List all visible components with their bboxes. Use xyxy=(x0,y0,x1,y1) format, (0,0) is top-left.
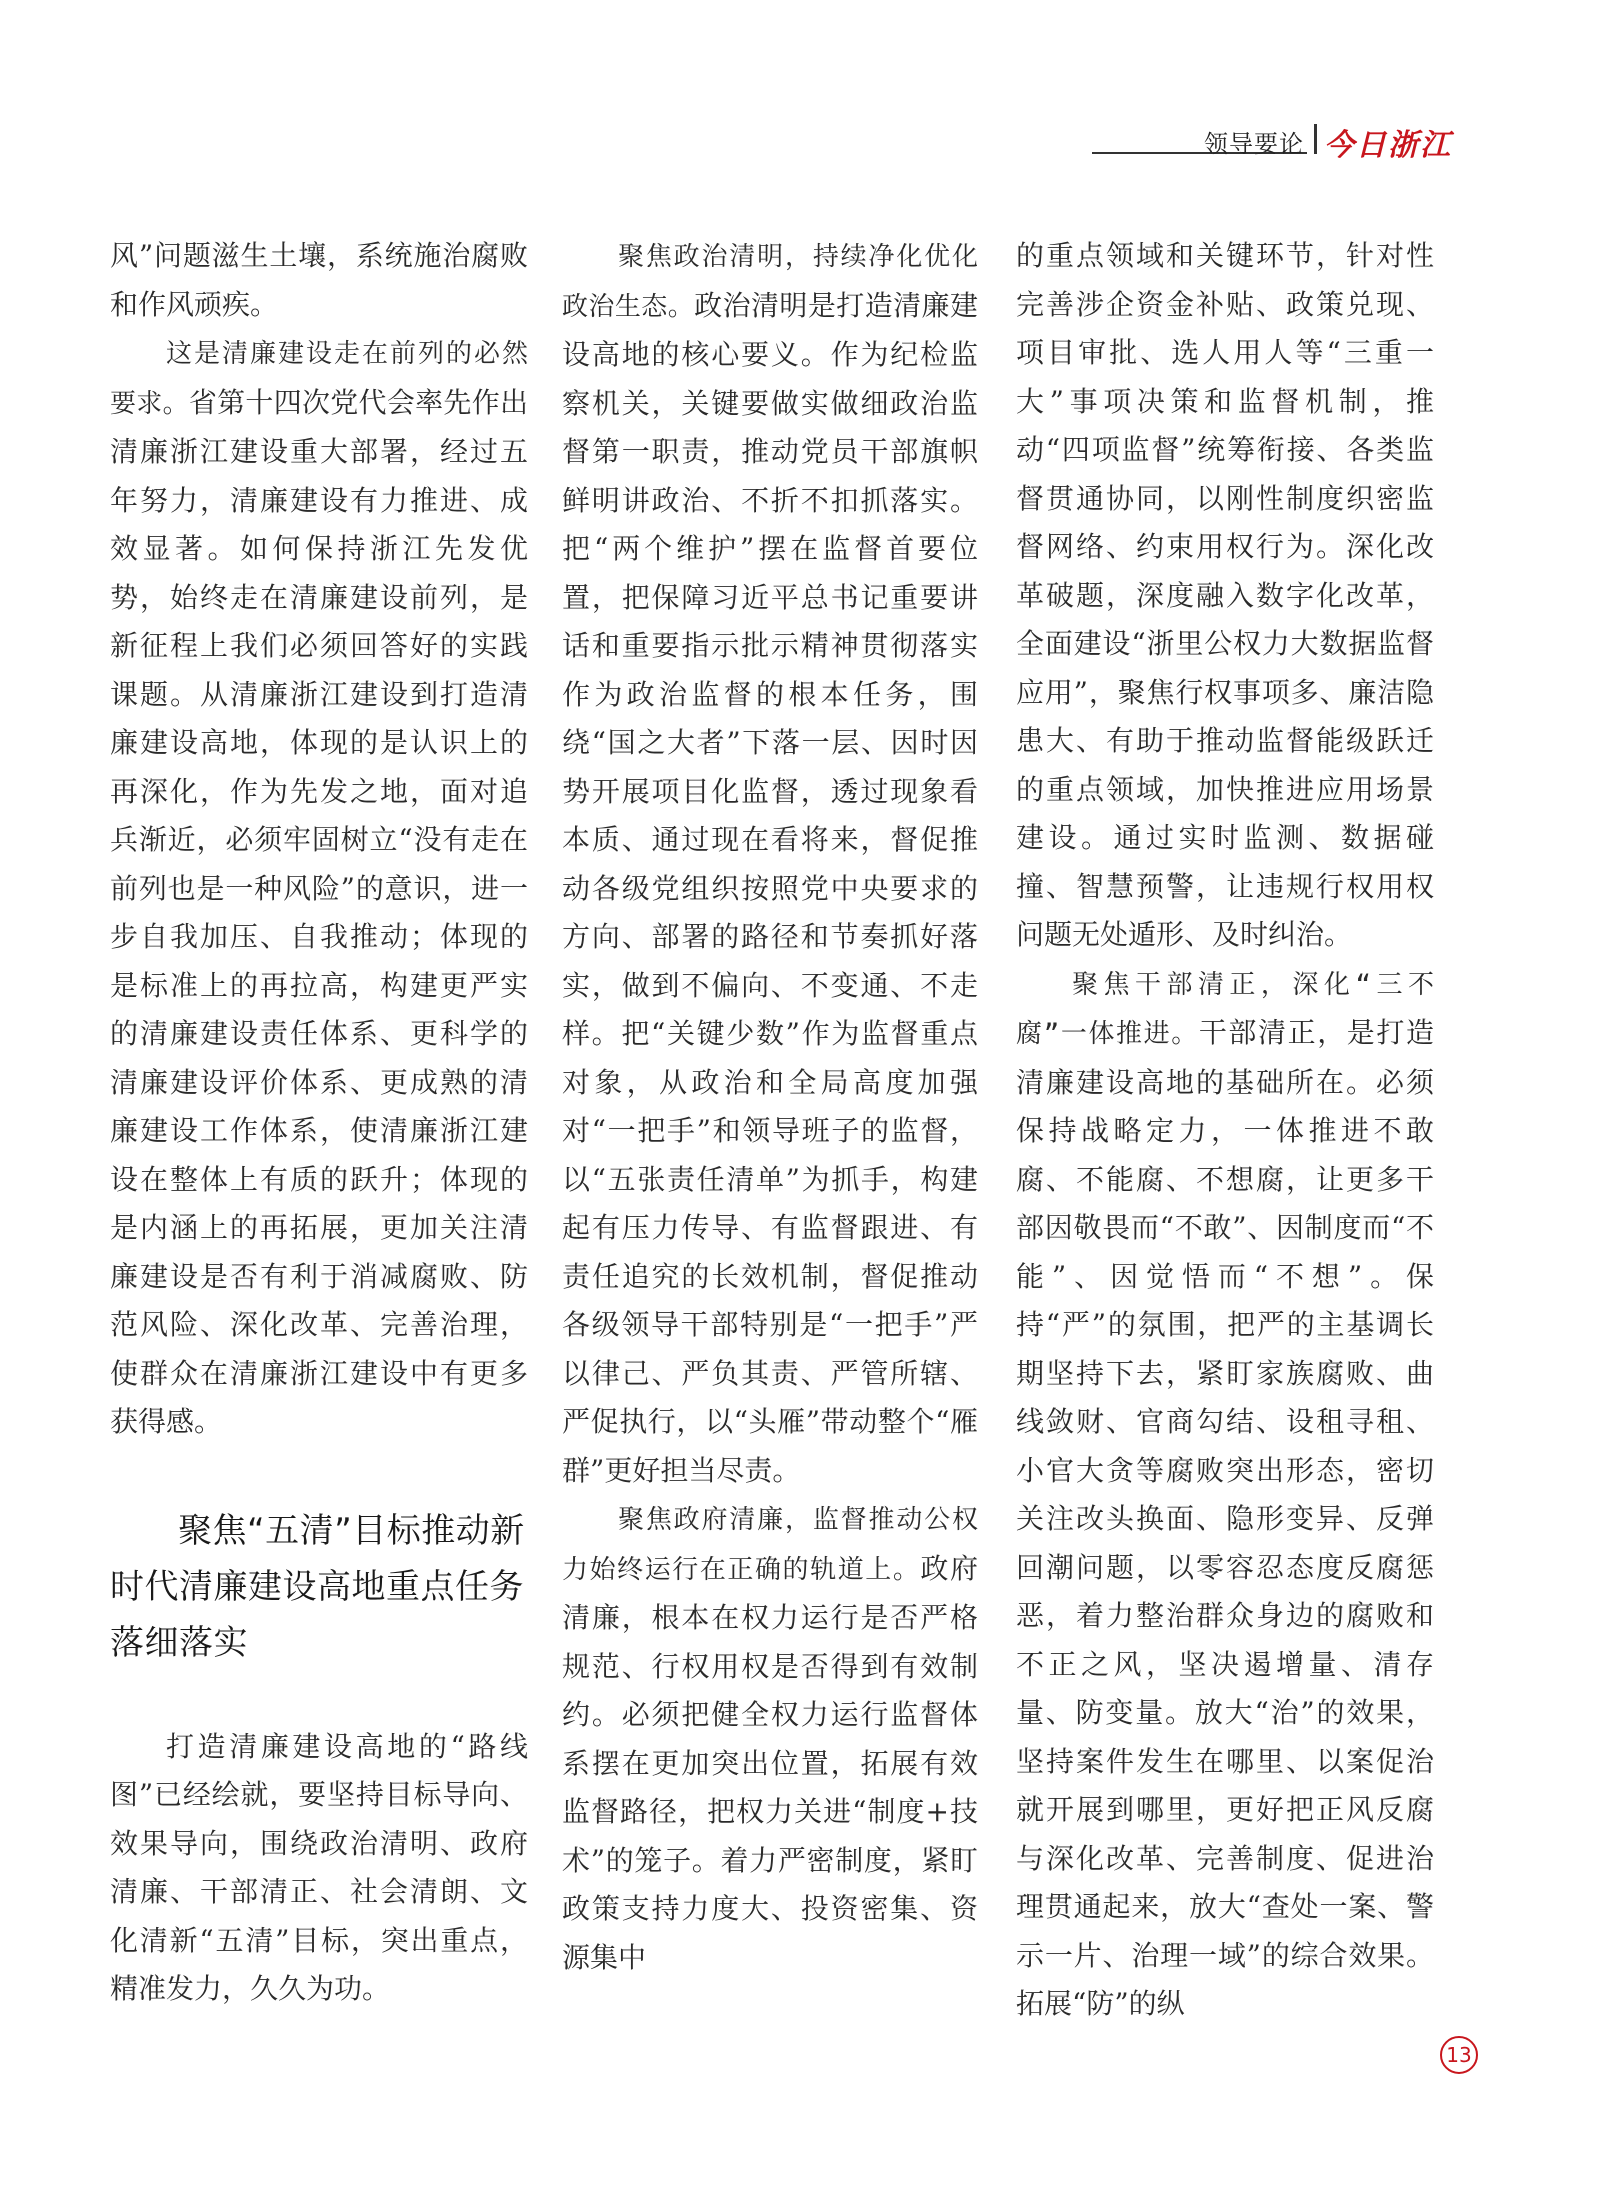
column-3 xyxy=(1016,232,1434,2020)
column-1 xyxy=(110,232,528,2005)
header-divider xyxy=(1314,124,1317,154)
magazine-logo: 今日浙江 xyxy=(1324,128,1452,163)
paragraph-lead: 聚焦干部清正，深化“三不腐”一体推进。 xyxy=(1016,969,1434,1049)
paragraph-lead: 聚焦政治清明，持续净化优化政治生态。 xyxy=(562,242,978,322)
paragraph-body: 政治清明是打造清廉建设高地的核心要义。作为纪检监察机关，关键要做实做细政治监督第一职责，推动党员干部旗帜鲜明讲政治、不折不扣抓落实。把“两个维护”摆在监督首要位置，把保障习近平总书记重要讲话和重要指示批示精神贯彻落实作为政治监督的根本任务，围绕“国之大者”下落一层、因时因势开展项目化监督，透过现象看本质、通过现在看将来，督促推动各级党组织按照党中央要求的方向、部署的路径和节奏抓好落实，做到不偏向、不变通、不走样。把“关键少数”作为监督重点对象，从政治和全局高度加强对“一把手”和领导班子的监督，以“五张责任清单”为抓手，构建起有压力传导、有监督跟进、有责任追究的长效机制，督促推动各级领导干部特别是“一把手”严以律己、严负其责、严管所辖、严促执行，以“头雁”带动整个“雁群”更好担当尽责。 xyxy=(562,288,978,1487)
column-2 xyxy=(562,232,978,1992)
paragraph: 打造清廉建设高地的“路线图”已经绘就，要坚持目标导向、效果导向，围绕政治清明、政府清廉、干部清正、社会清朗、文化清新“五清”目标，突出重点，精准发力，久久为功。 xyxy=(110,1729,528,2005)
paragraph-body: 政府清廉，根本在权力运行是否严格规范、行权用权是否得到有效制约。必须把健全权力运行监督体系摆在更加突出位置，拓展有效监督路径，把权力关进“制度+技术”的笼子。着力严密制度，紧盯政策支持力度大、投资密集、资源集中 xyxy=(562,1551,978,1974)
paragraph xyxy=(562,232,978,1495)
paragraph-lead: 这是清廉建设走在前列的必然要求。 xyxy=(110,339,528,419)
paragraph xyxy=(1016,960,1434,2029)
section-title: 领导要论 xyxy=(1204,130,1304,158)
page-header xyxy=(1092,122,1472,162)
paragraph xyxy=(110,329,528,1447)
paragraph-lead: 聚焦政府清廉，监督推动公权力始终运行在正确的轨道上。 xyxy=(562,1505,978,1585)
page-number: 13 xyxy=(1440,2036,1478,2074)
paragraph-body: 省第十四次党代会率先作出清廉浙江建设重大部署，经过五年努力，清廉建设有力推进、成效显著。如何保持浙江先发优势，始终走在清廉建设前列，是新征程上我们必须回答好的实践课题。从清廉浙江建设到打造清廉建设高地，体现的是认识上的再深化，作为先发之地，面对追兵渐近，必须牢固树立“没有走在前列也是一种风险”的意识，进一步自我加压、自我推动；体现的是标准上的再拉高，构建更严实的清廉建设责任体系、更科学的清廉建设评价体系、更成熟的清廉建设工作体系，使清廉浙江建设在整体上有质的跃升；体现的是内涵上的再拓展，更加关注清廉建设是否有利于消减腐败、防范风险、深化改革、完善治理，使群众在清廉浙江建设中有更多获得感。 xyxy=(110,385,528,1438)
section-heading: 聚焦“五清”目标推动新时代清廉建设高地重点任务落细落实 xyxy=(110,1510,525,1663)
paragraph xyxy=(562,1495,978,1982)
paragraph: 风”问题滋生土壤，系统施治腐败和作风顽疾。 xyxy=(110,239,528,321)
paragraph: 的重点领域和关键环节，针对性完善涉企资金补贴、政策兑现、项目审批、选人用人等“三重一大”事项决策和监督机制，推动“四项监督”统筹衔接、各类监督贯通协同，以刚性制度织密监督网络、约束用权行为。深化改革破题，深度融入数字化改革，全面建设“浙里公权力大数据监督应用”，聚焦行权事项多、廉洁隐患大、有助于推动监督能级跃迁的重点领域，加快推进应用场景建设。通过实时监测、数据碰撞、智慧预警，让违规行权用权问题无处遁形、及时纠治。 xyxy=(1016,239,1434,951)
paragraph-body: 干部清正，是打造清廉建设高地的基础所在。必须保持战略定力，一体推进不敢腐、不能腐、不想腐，让更多干部因敬畏而“不敢”、因制度而“不能”、因觉悟而“不想”。保持“严”的氛围，把严的主基调长期坚持下去，紧盯家族腐败、曲线敛财、官商勾结、设租寻租、小官大贪等腐败突出形态，密切关注改头换面、隐形变异、反弹回潮问题，以零容忍态度反腐惩恶，着力整治群众身边的腐败和不正之风，坚决遏增量、清存量、防变量。放大“治”的效果，坚持案件发生在哪里、以案促治就开展到哪里，更好把正风反腐与深化改革、完善制度、促进治理贯通起来，放大“查处一案、警示一片、治理一域”的综合效果。拓展“防”的纵 xyxy=(1016,1016,1434,2020)
